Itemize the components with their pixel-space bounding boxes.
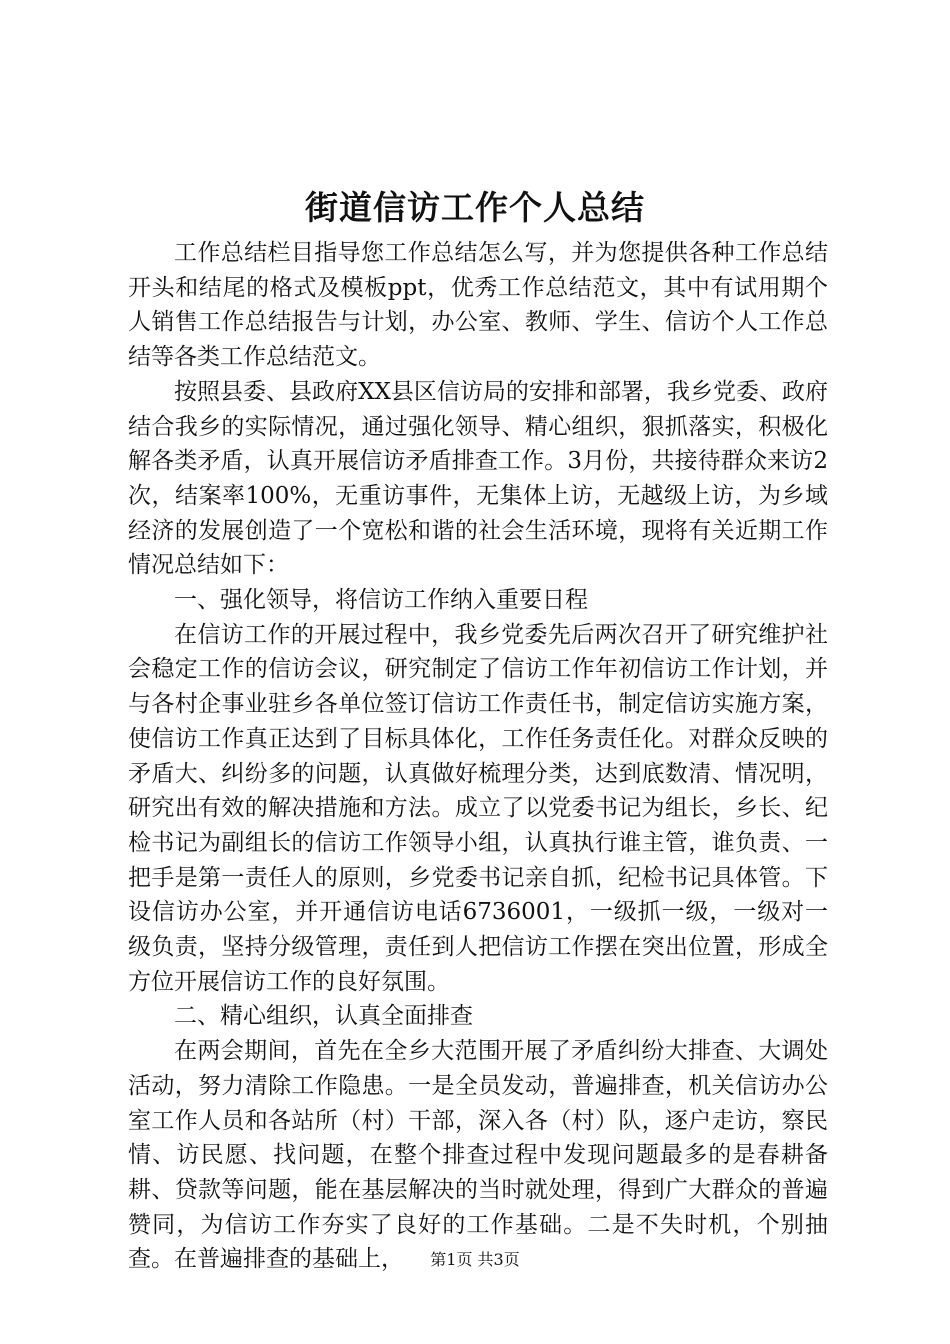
paragraph-intro: 工作总结栏目指导您工作总结怎么写，并为您提供各种工作总结开头和结尾的格式及模板ppt，优秀工作总结范文，其中有试用期个人销售工作总结报告与计划，办公室、教师、学生、信访个人工作总结等各类工作总结范文。 [128, 240, 828, 371]
page-footer: 第1页 共3页 [430, 1250, 520, 1269]
document-title: 街道信访工作个人总结 [305, 188, 645, 227]
section-heading-2: 二、精心组织，认真全面排查 [174, 1003, 473, 1030]
paragraph-overview: 按照县委、县政府XX县区信访局的安排和部署，我乡党委、政府结合我乡的实际情况，通过强化领导、精心组织，狠抓落实，积极化解各类矛盾，认真开展信访矛盾排查工作。3月份，共接待群众来访2次，结案率100%，无重访事件，无集体上访，无越级上访，为乡域经济的发展创造了一个宽松和谐的社会生活环境，现将有关近期工作情况总结如下： [128, 378, 828, 579]
section-heading-1: 一、强化领导，将信访工作纳入重要日程 [174, 587, 588, 614]
paragraph-section-2: 在两会期间，首先在全乡大范围开展了矛盾纠纷大排查、大调处活动，努力清除工作隐患。一是全员发动，普遍排查，机关信访办公室工作人员和各站所（村）干部，深入各（村）队，逐户走访，察民情、访民愿、找问题，在整个排查过程中发现问题最多的是春耕备耕、贷款等问题，能在基层解决的当时就处理，得到广大群众的普遍赞同，为信访工作夯实了良好的工作基础。二是不失时机，个别抽查。在普遍排查的基础上， [128, 1038, 828, 1273]
paragraph-section-1: 在信访工作的开展过程中，我乡党委先后两次召开了研究维护社会稳定工作的信访会议，研究制定了信访工作年初信访工作计划，并与各村企事业驻乡各单位签订信访工作责任书，制定信访实施方案，使信访工作真正达到了目标具体化，工作任务责任化。对群众反映的矛盾大、纠纷多的问题，认真做好梳理分类，达到底数清、情况明，研究出有效的解决措施和方法。成立了以党委书记为组长，乡长、纪检书记为副组长的信访工作领导小组，认真执行谁主管，谁负责、一把手是第一责任人的原则，乡党委书记亲自抓，纪检书记具体管。下设信访办公室，并开通信访电话6736001，一级抓一级，一级对一级负责，坚持分级管理，责任到人把信访工作摆在突出位置，形成全方位开展信访工作的良好氛围。 [128, 621, 828, 995]
document-body [128, 236, 828, 1277]
